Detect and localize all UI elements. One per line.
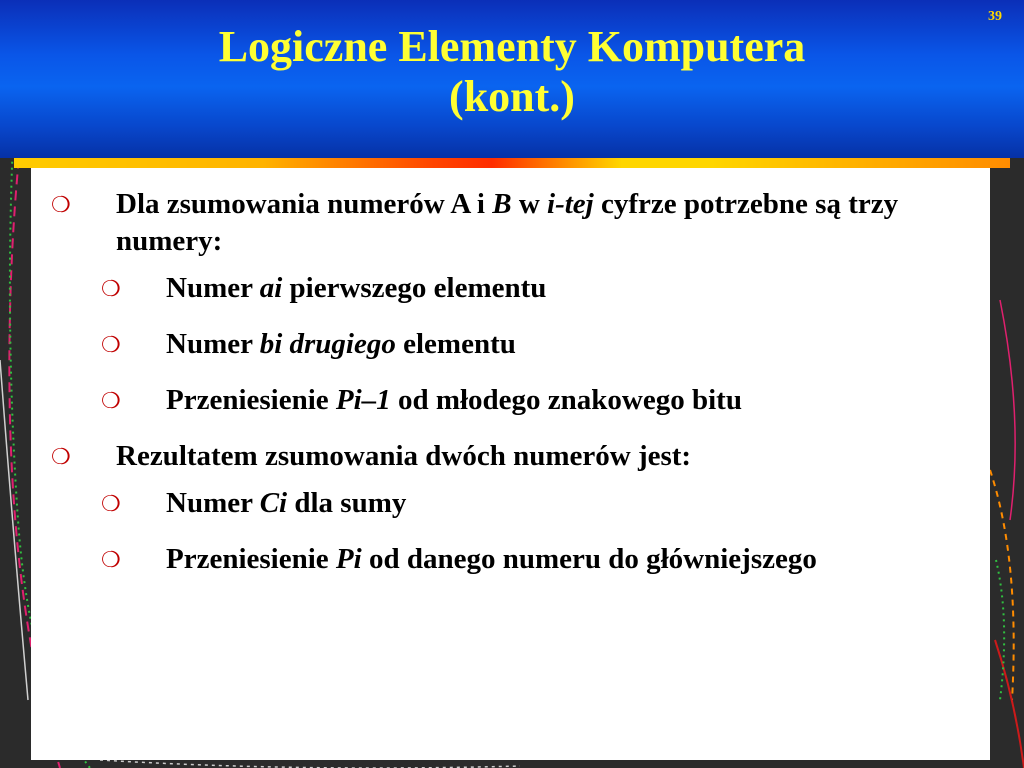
slide-title-line-1: Logiczne Elementy Komputera: [218, 22, 806, 71]
bullet-item: [31, 438, 990, 475]
bullet-text-part: elementu: [395, 328, 516, 360]
bullet-text-italic: Ci: [259, 487, 288, 519]
bullet-text-italic: ai: [259, 272, 283, 304]
bullet-text-part: od danego numeru do główniejszego: [361, 543, 817, 575]
bullet-text: [166, 543, 817, 575]
bullet-text-part: w: [511, 188, 548, 220]
bullet-text: [166, 487, 406, 519]
bullet-text-part: dla sumy: [287, 487, 407, 519]
bullet-text-italic: i-tej: [547, 188, 594, 220]
bullet-item: [31, 186, 990, 260]
sub-bullet-item: [31, 270, 990, 307]
slide-number: 39: [988, 9, 1002, 24]
content-panel: [31, 168, 990, 760]
bullet-text-part: Rezultatem zsumowania dwóch numerów jest:: [116, 440, 692, 472]
sub-bullet-item: [31, 382, 990, 419]
bullet-ring-icon: ❍: [101, 276, 121, 301]
bullet-text: [166, 272, 546, 304]
bullet-text-italic: Pi–1: [335, 384, 391, 416]
bullet-text: [166, 384, 742, 416]
bullet-text-part: pierwszego elementu: [282, 272, 547, 304]
bullet-text-part: Numer: [166, 487, 260, 519]
bullet-text-italic: Pi: [335, 543, 362, 575]
title-band: [0, 0, 1024, 158]
bullet-text-part: Przeniesienie: [166, 384, 336, 416]
bullet-text-part: cyfrze potrzebne są trzy numery:: [116, 188, 899, 257]
bullet-ring-icon: ❍: [51, 444, 71, 469]
bullet-text-italic: bi drugiego: [259, 328, 396, 360]
bullet-text-part: od młodego znakowego bitu: [390, 384, 742, 416]
bullet-text: [116, 188, 898, 257]
bullet-text-part: Przeniesienie: [166, 543, 336, 575]
bullet-ring-icon: ❍: [101, 332, 121, 357]
accent-bar: [14, 158, 1010, 168]
slide-title-line-2: (kont.): [449, 72, 575, 121]
bullet-list: [31, 186, 990, 597]
bullet-ring-icon: ❍: [101, 491, 121, 516]
bullet-text-italic: B: [492, 188, 512, 220]
sub-bullet-item: [31, 326, 990, 363]
sub-bullet-item: [31, 485, 990, 522]
bullet-text-part: Dla zsumowania numerów A i: [116, 188, 493, 220]
bullet-text-part: Numer: [166, 328, 260, 360]
bullet-text: [166, 328, 516, 360]
bullet-ring-icon: ❍: [101, 547, 121, 572]
bullet-ring-icon: ❍: [51, 192, 71, 217]
slide-title: [0, 22, 1024, 122]
bullet-text: [116, 440, 691, 472]
sub-bullet-item: [31, 541, 990, 578]
bullet-text-part: Numer: [166, 272, 260, 304]
bullet-ring-icon: ❍: [101, 388, 121, 413]
